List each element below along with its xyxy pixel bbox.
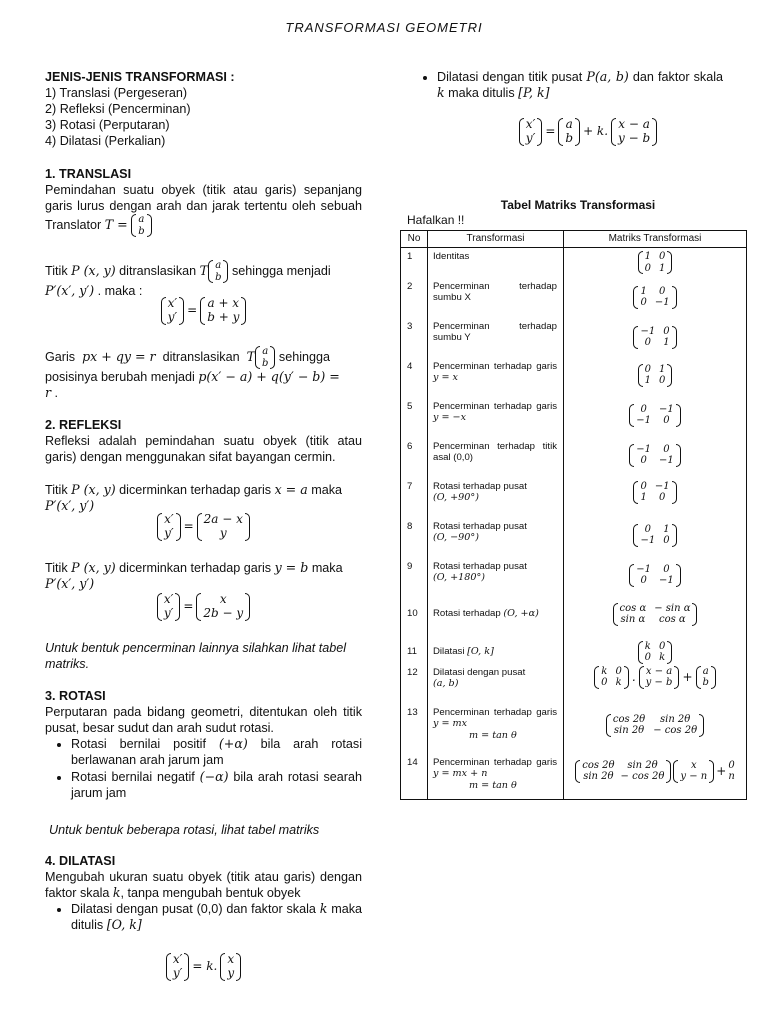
table-row <box>401 438 747 478</box>
dilatasi-paragraph: Mengubah ukuran suatu obyek (titik atau garis) dengan faktor skala k, tanpa mengubah bentuk obyek <box>45 870 362 901</box>
list-item: • Rotasi bernilai negatif (−α) bila arah rotasi searah jarum jam <box>71 769 362 801</box>
row-number: 2 <box>401 278 428 318</box>
row-transformation: Pencerminan terhadap garis y = −x <box>433 400 557 424</box>
table-row <box>401 478 747 518</box>
matrix: x − a y − b <box>611 118 657 146</box>
jenis-item: 4) Dilatasi (Perkalian) <box>45 134 166 149</box>
rotasi-paragraph: Perputaran pada bidang geometri, ditentukan oleh titik pusat, besar sudut dan arah sudut rotasi. <box>45 705 362 736</box>
math-point: P (x, y) <box>71 262 116 278</box>
refleksi-paragraph: Refleksi adalah pemindahan suatu obyek (titik atau garis) dengan menggunakan sifat bayangan cermin. <box>45 434 362 465</box>
matrix: cos α − sin α sin α cos α <box>613 603 698 626</box>
row-transformation: Pencerminan terhadap sumbu Y <box>433 320 557 344</box>
matrix: cos 2θ sin 2θ sin 2θ − cos 2θ <box>606 714 704 737</box>
table-row <box>401 704 747 754</box>
matrix: −1 0 0 −1 <box>629 444 681 467</box>
matrix: x′ y′ <box>519 118 543 146</box>
row-number: 12 <box>401 664 428 704</box>
text: . maka : <box>97 284 143 298</box>
text: Titik <box>45 561 68 575</box>
rotasi-section <box>45 688 362 801</box>
matrix: 0 −1 −1 0 <box>629 404 681 427</box>
matrix: 0 n <box>728 759 735 782</box>
refleksi-x-paragraph <box>45 482 362 514</box>
math-image-point: P′(x′, y′) <box>45 498 95 514</box>
matrix: x − a y − b <box>639 666 680 689</box>
row-transformation: Dilatasi dengan pusat (a, b) <box>433 666 526 690</box>
text: ditranslasikan <box>162 349 240 364</box>
translasi-paragraph <box>45 182 362 237</box>
matrix: 1 0 0 −1 <box>633 286 676 309</box>
list-item: • Dilatasi dengan titik pusat P(a, b) dan faktor skala k maka ditulis [P, k] <box>437 69 723 101</box>
refleksi-y-paragraph <box>45 560 362 592</box>
rotasi-heading: 3. ROTASI <box>45 689 106 703</box>
table-note: Hafalkan !! <box>407 213 465 227</box>
row-number: 1 <box>401 248 428 278</box>
table-row <box>401 278 747 318</box>
matrix: 1 0 0 1 <box>638 251 673 274</box>
jenis-item: 3) Rotasi (Perputaran) <box>45 118 170 133</box>
refleksi-y-formula: x′ y′ = x 2b − y <box>45 593 362 621</box>
math-translator: T <box>246 348 255 364</box>
translasi-heading: 1. TRANSLASI <box>45 167 132 181</box>
table-row <box>401 518 747 558</box>
list-item: • Dilatasi dengan pusat (0,0) dan faktor skala k maka ditulis [O, k] <box>71 901 362 933</box>
table-row <box>401 558 747 598</box>
matrix: k 0 0 k <box>638 641 673 664</box>
matrix: x y − n <box>673 760 714 783</box>
refleksi-x-formula: x′ y′ = 2a − x y <box>45 513 362 541</box>
text: ditranslasikan <box>119 263 197 278</box>
matrix: 0 1 −1 0 <box>633 524 676 547</box>
list-item: • Rotasi bernilai positif (+α) bila arah rotasi berlawanan arah jarum jam <box>71 736 362 768</box>
matrix: 2a − x y <box>197 513 250 541</box>
row-transformation: Pencerminan terhadap garis y = mx + n m = tan θ <box>433 756 557 792</box>
row-number: 3 <box>401 318 428 358</box>
matrix: 0 1 1 0 <box>638 364 673 387</box>
translasi-section <box>45 166 362 237</box>
text: posisinya berubah menjadi <box>45 370 195 384</box>
text: dicerminkan terhadap garis <box>119 483 272 497</box>
dilatasi-section <box>45 853 362 934</box>
page-title: TRANSFORMASI GEOMETRI <box>285 20 483 35</box>
text: sehingga <box>278 349 331 364</box>
row-number: 13 <box>401 704 428 754</box>
matrix: x y <box>220 953 241 981</box>
row-transformation: Rotasi terhadap (O, +α) <box>433 607 539 619</box>
row-number: 14 <box>401 754 428 800</box>
row-transformation: Pencerminan terhadap garis y = mx m = tan θ <box>433 706 557 742</box>
table-row <box>401 318 747 358</box>
translator-vector: a b <box>255 346 275 369</box>
translasi-formula: x′ y′ = a + x b + y <box>45 297 362 325</box>
translator-vector: a b <box>131 214 151 237</box>
row-transformation: Rotasi terhadap pusat (O, −90°) <box>433 520 527 544</box>
math-line: y = b <box>274 560 309 575</box>
row-transformation: Rotasi terhadap pusat (O, +90°) <box>433 480 527 504</box>
matrix: x′ y′ <box>157 513 181 541</box>
table-row <box>401 248 747 278</box>
translasi-titik-paragraph <box>45 260 362 299</box>
dilatasi-formula: x′ y′ = k. x y <box>45 953 362 981</box>
row-transformation: Pencerminan terhadap sumbu X <box>433 280 557 304</box>
dilatasi-list <box>45 901 362 933</box>
jenis-heading: JENIS-JENIS TRANSFORMASI : <box>45 70 235 84</box>
matrix: −1 0 0 −1 <box>629 564 681 587</box>
dilatasi-heading: 4. DILATASI <box>45 854 116 868</box>
row-number: 7 <box>401 478 428 518</box>
table-row <box>401 398 747 438</box>
row-number: 10 <box>401 598 428 638</box>
matrix: k 0 0 k <box>594 666 629 689</box>
table-header: No <box>401 231 428 248</box>
math-result: p(x′ − a) + q(y′ − b) = <box>198 369 340 384</box>
math-point: P (x, y) <box>71 560 116 575</box>
refleksi-heading: 2. REFLEKSI <box>45 418 122 432</box>
table-row <box>401 638 747 664</box>
table-row <box>401 358 747 398</box>
math-line: px + qy = r <box>82 348 156 364</box>
matrix: a b <box>558 118 580 146</box>
math-translator: T <box>199 262 209 278</box>
translasi-text: Pemindahan suatu obyek (titik atau garis) sepanjang garis lurus dengan arah dan jarak tertentu oleh sebuah Translator <box>45 183 362 233</box>
matrix-table <box>400 230 747 800</box>
row-transformation: Pencerminan terhadap titik asal (0,0) <box>433 440 557 464</box>
math-line: x = a <box>274 482 308 497</box>
math-point: P (x, y) <box>71 482 116 497</box>
text: . <box>54 386 59 401</box>
row-number: 9 <box>401 558 428 598</box>
dilatasi-pusat-section <box>407 69 723 101</box>
dilatasi-list <box>407 69 723 101</box>
row-transformation: Rotasi terhadap pusat (O, +180°) <box>433 560 527 584</box>
row-number: 6 <box>401 438 428 478</box>
dilatasi-pusat-formula: x′ y′ = a b + k. x − a y − b <box>430 118 746 146</box>
matrix: x′ y′ <box>161 297 185 325</box>
translator-symbol: T = <box>104 217 128 233</box>
rotasi-note: Untuk bentuk beberapa rotasi, lihat tabel matriks <box>49 823 320 837</box>
row-number: 5 <box>401 398 428 438</box>
jenis-item: 1) Translasi (Pergeseran) <box>45 86 188 101</box>
translasi-garis-paragraph <box>45 346 362 401</box>
table-row: 12 Dilatasi dengan pusat (a, b) k 0 0 k . x − a y − b + a b <box>401 664 747 704</box>
matrix: x 2b − y <box>196 593 250 621</box>
math-image-point: P′(x′, y′) <box>45 283 95 298</box>
row-transformation: Identitas <box>433 251 470 262</box>
table-header: Matriks Transformasi <box>564 231 747 248</box>
text: maka <box>311 561 343 575</box>
refleksi-note: Untuk bentuk pencerminan lainnya silahkan lihat tabel matriks. <box>45 641 347 672</box>
matrix: 0 −1 1 0 <box>633 481 676 504</box>
text: dicerminkan terhadap garis <box>119 561 272 575</box>
row-number: 8 <box>401 518 428 558</box>
table-title: Tabel Matriks Transformasi <box>500 198 656 212</box>
table-header: Transformasi <box>428 231 564 248</box>
matrix: a + x b + y <box>200 297 246 325</box>
math-image-point: P′(x′, y′) <box>45 576 95 592</box>
math-r: r <box>45 385 52 401</box>
table-row <box>401 598 747 638</box>
matrix: cos 2θ sin 2θ sin 2θ − cos 2θ <box>575 760 671 783</box>
text: sehingga menjadi <box>231 263 331 278</box>
table-header-row <box>401 231 747 248</box>
matrix: x′ y′ <box>166 953 190 981</box>
text: maka <box>311 483 343 497</box>
text: Garis <box>45 349 76 364</box>
jenis-section <box>45 69 362 150</box>
jenis-item: 2) Refleksi (Pencerminan) <box>45 102 191 117</box>
matrix: a b <box>696 666 716 689</box>
rotasi-list <box>45 736 362 800</box>
refleksi-section <box>45 417 362 465</box>
row-number: 4 <box>401 358 428 398</box>
row-transformation: Dilatasi [O, k] <box>433 645 494 657</box>
matrix: −1 0 0 1 <box>633 326 676 349</box>
row-transformation: Pencerminan terhadap garis y = x <box>433 360 557 384</box>
table-row: 14 Pencerminan terhadap garis y = mx + n m = tan θ cos 2θ sin 2θ sin 2θ − cos 2θ x y − n + 0 n <box>401 754 747 800</box>
text: Titik <box>45 483 68 497</box>
row-number: 11 <box>401 638 428 664</box>
translator-vector: a b <box>208 260 228 283</box>
text: Titik <box>45 263 68 278</box>
matrix: x′ y′ <box>157 593 181 621</box>
